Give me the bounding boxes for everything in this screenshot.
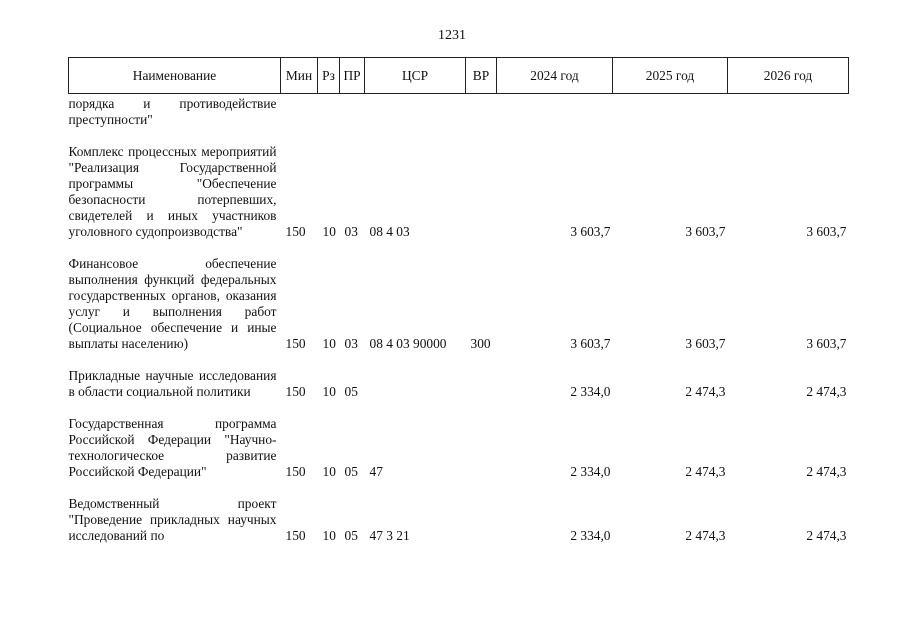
row-2024: 2 334,0 bbox=[570, 464, 611, 479]
row-rz bbox=[318, 96, 340, 128]
row-2026: 2 474,3 bbox=[806, 464, 847, 479]
header-vr: ВР bbox=[466, 58, 497, 94]
header-name: Наименование bbox=[69, 58, 281, 94]
row-2024 bbox=[497, 96, 613, 128]
row-2025: 3 603,7 bbox=[685, 224, 726, 239]
table-row bbox=[69, 496, 849, 544]
row-2024: 3 603,7 bbox=[570, 336, 611, 351]
row-2025: 3 603,7 bbox=[685, 336, 726, 351]
row-vr bbox=[466, 496, 497, 544]
row-min: 150 bbox=[285, 384, 306, 399]
row-2025 bbox=[613, 96, 728, 128]
budget-table bbox=[68, 57, 849, 544]
header-2024: 2024 год bbox=[497, 58, 613, 94]
row-vr bbox=[466, 416, 497, 480]
table-row bbox=[69, 368, 849, 400]
row-2025: 2 474,3 bbox=[685, 464, 726, 479]
row-2026 bbox=[728, 96, 849, 128]
row-rz: 10 bbox=[322, 224, 336, 239]
row-csr bbox=[365, 368, 466, 400]
table-row bbox=[69, 96, 849, 128]
row-2026: 2 474,3 bbox=[806, 384, 847, 399]
row-csr: 47 3 21 bbox=[369, 528, 410, 543]
header-2026: 2026 год bbox=[728, 58, 849, 94]
row-2026: 3 603,7 bbox=[806, 224, 847, 239]
row-min: 150 bbox=[285, 464, 306, 479]
row-vr bbox=[466, 144, 497, 240]
row-pr bbox=[340, 96, 365, 128]
table-header-row bbox=[69, 58, 849, 94]
row-csr: 08 4 03 90000 bbox=[369, 336, 447, 351]
header-pr: ПР bbox=[340, 58, 365, 94]
row-2024: 2 334,0 bbox=[570, 528, 611, 543]
row-2025: 2 474,3 bbox=[685, 528, 726, 543]
row-rz: 10 bbox=[322, 384, 336, 399]
row-2026: 2 474,3 bbox=[806, 528, 847, 543]
row-csr bbox=[365, 96, 466, 128]
header-2025: 2025 год bbox=[613, 58, 728, 94]
row-2025: 2 474,3 bbox=[685, 384, 726, 399]
row-name: Прикладные научные исследования в области социальной политики bbox=[68, 368, 277, 399]
row-min bbox=[281, 96, 318, 128]
row-pr: 03 bbox=[344, 336, 358, 351]
row-2024: 2 334,0 bbox=[570, 384, 611, 399]
row-name: Государственная программа Российской Федерации "Научно-технологическое развитие Российской Федерации" bbox=[68, 416, 277, 479]
table-row bbox=[69, 144, 849, 240]
row-min: 150 bbox=[285, 528, 306, 543]
header-min: Мин bbox=[281, 58, 318, 94]
row-rz: 10 bbox=[322, 336, 336, 351]
row-pr: 03 bbox=[344, 224, 358, 239]
header-csr: ЦСР bbox=[365, 58, 466, 94]
row-vr: 300 bbox=[470, 336, 491, 351]
row-name: Ведомственный проект "Проведение прикладных научных исследований по bbox=[68, 496, 277, 543]
row-min: 150 bbox=[285, 224, 306, 239]
table-row bbox=[69, 256, 849, 352]
row-name: Финансовое обеспечение выполнения функций федеральных государственных органов, оказания услуг и выполнения работ (Социальное обеспечение и иные выплаты населению) bbox=[68, 256, 277, 351]
row-min: 150 bbox=[285, 336, 306, 351]
row-2026: 3 603,7 bbox=[806, 336, 847, 351]
row-name: Комплекс процессных мероприятий "Реализация Государственной программы "Обеспечение безопасности потерпевших, свидетелей и иных участников уголовного судопроизводства" bbox=[68, 144, 277, 239]
row-vr bbox=[466, 368, 497, 400]
row-vr bbox=[466, 96, 497, 128]
row-csr: 47 bbox=[369, 464, 383, 479]
header-rz: Рз bbox=[318, 58, 340, 94]
table-row bbox=[69, 416, 849, 480]
row-2024: 3 603,7 bbox=[570, 224, 611, 239]
row-rz: 10 bbox=[322, 528, 336, 543]
row-rz: 10 bbox=[322, 464, 336, 479]
row-csr: 08 4 03 bbox=[369, 224, 410, 239]
row-name: порядка и противодействие преступности" bbox=[68, 96, 277, 127]
page-number: 1231 bbox=[438, 28, 466, 43]
row-pr: 05 bbox=[344, 464, 358, 479]
row-pr: 05 bbox=[344, 528, 358, 543]
row-pr: 05 bbox=[344, 384, 358, 399]
